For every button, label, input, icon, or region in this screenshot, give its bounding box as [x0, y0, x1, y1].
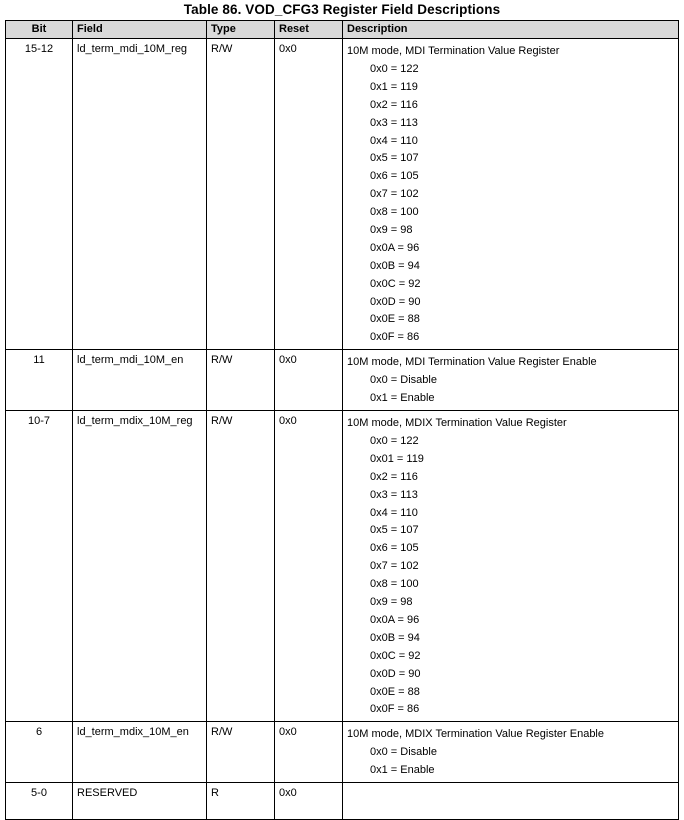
- description-value-line: 0x0C = 92: [370, 277, 421, 290]
- field-cell: ld_term_mdix_10M_reg: [73, 411, 207, 722]
- bit-cell: 11: [6, 350, 73, 411]
- field-cell: RESERVED: [73, 783, 207, 820]
- description-value-line: 0x9 = 98: [370, 224, 413, 237]
- description-value-line: 0x2 = 116: [370, 98, 418, 111]
- type-cell: R/W: [207, 350, 275, 411]
- type-cell: R: [207, 783, 275, 820]
- description-value-line: 0x9 = 98: [370, 596, 413, 609]
- column-header-reset: Reset: [275, 21, 343, 39]
- description-value-line: 0x0C = 92: [370, 649, 421, 662]
- description-value-line: 0x1 = 119: [370, 80, 418, 93]
- table-row: [6, 39, 679, 350]
- field-cell: ld_term_mdi_10M_reg: [73, 39, 207, 350]
- type-cell: R/W: [207, 39, 275, 350]
- description-cell: [343, 350, 679, 411]
- reset-cell: 0x0: [275, 783, 343, 820]
- description-value-line: 0x1 = Enable: [370, 392, 435, 405]
- field-cell: ld_term_mdix_10M_en: [73, 722, 207, 783]
- table-row: [6, 411, 679, 722]
- bit-cell: 15-12: [6, 39, 73, 350]
- description-cell: [343, 411, 679, 722]
- description-title: 10M mode, MDIX Termination Value Register: [347, 417, 567, 430]
- bit-cell: 5-0: [6, 783, 73, 820]
- column-header-bit: Bit: [6, 21, 73, 39]
- description-value-line: 0x1 = Enable: [370, 764, 435, 777]
- description-title: 10M mode, MDI Termination Value Register Enable: [347, 356, 597, 369]
- reset-cell: 0x0: [275, 350, 343, 411]
- reset-cell: 0x0: [275, 39, 343, 350]
- description-title: 10M mode, MDI Termination Value Register: [347, 45, 560, 57]
- description-value-line: 0x0 = 122: [370, 435, 419, 448]
- field-cell: ld_term_mdi_10M_en: [73, 350, 207, 411]
- description-title: 10M mode, MDIX Termination Value Register Enable: [347, 728, 604, 741]
- description-value-line: 0x0D = 90: [370, 667, 421, 680]
- description-cell: [343, 39, 679, 350]
- description-value-line: 0x5 = 107: [370, 524, 419, 537]
- description-value-line: 0x0A = 96: [370, 613, 420, 626]
- description-value-line: 0x8 = 100: [370, 578, 419, 591]
- column-header-field: Field: [73, 21, 207, 39]
- description-value-line: 0x5 = 107: [370, 152, 419, 165]
- description-value-line: 0x4 = 110: [370, 506, 418, 519]
- reset-cell: 0x0: [275, 411, 343, 722]
- description-value-line: 0x0B = 94: [370, 631, 420, 644]
- description-value-line: 0x0D = 90: [370, 295, 421, 308]
- table-row: [6, 722, 679, 783]
- description-value-line: 0x7 = 102: [370, 560, 419, 573]
- table-header-row: [6, 21, 679, 39]
- description-value-line: 0x0F = 86: [370, 331, 420, 344]
- description-value-line: 0x01 = 119: [370, 452, 424, 465]
- description-value-line: 0x8 = 100: [370, 206, 419, 219]
- description-value-line: 0x4 = 110: [370, 134, 418, 147]
- description-value-line: 0x0F = 86: [370, 703, 420, 716]
- description-cell: [343, 722, 679, 783]
- column-header-description: Description: [343, 21, 679, 39]
- description-value-line: 0x6 = 105: [370, 542, 419, 555]
- description-value-line: 0x0 = Disable: [370, 374, 437, 387]
- description-value-line: 0x0A = 96: [370, 241, 420, 254]
- bit-cell: 6: [6, 722, 73, 783]
- description-value-line: 0x3 = 113: [370, 116, 418, 129]
- description-value-line: 0x2 = 116: [370, 470, 418, 483]
- description-value-line: 0x0 = Disable: [370, 746, 437, 759]
- type-cell: R/W: [207, 411, 275, 722]
- description-value-line: 0x0E = 88: [370, 313, 420, 326]
- description-value-line: 0x0 = 122: [370, 63, 419, 75]
- reset-cell: 0x0: [275, 722, 343, 783]
- bit-cell: 10-7: [6, 411, 73, 722]
- register-field-table: [5, 20, 679, 820]
- column-header-type: Type: [207, 21, 275, 39]
- description-value-line: 0x0E = 88: [370, 685, 420, 698]
- description-value-line: 0x0B = 94: [370, 259, 420, 272]
- table-row: [6, 783, 679, 820]
- description-value-line: 0x7 = 102: [370, 188, 419, 201]
- description-value-line: 0x3 = 113: [370, 488, 418, 501]
- table-caption: Table 86. VOD_CFG3 Register Field Descriptions: [183, 2, 501, 17]
- description-value-line: 0x6 = 105: [370, 170, 419, 183]
- type-cell: R/W: [207, 722, 275, 783]
- description-cell: [343, 783, 679, 820]
- table-row: [6, 350, 679, 411]
